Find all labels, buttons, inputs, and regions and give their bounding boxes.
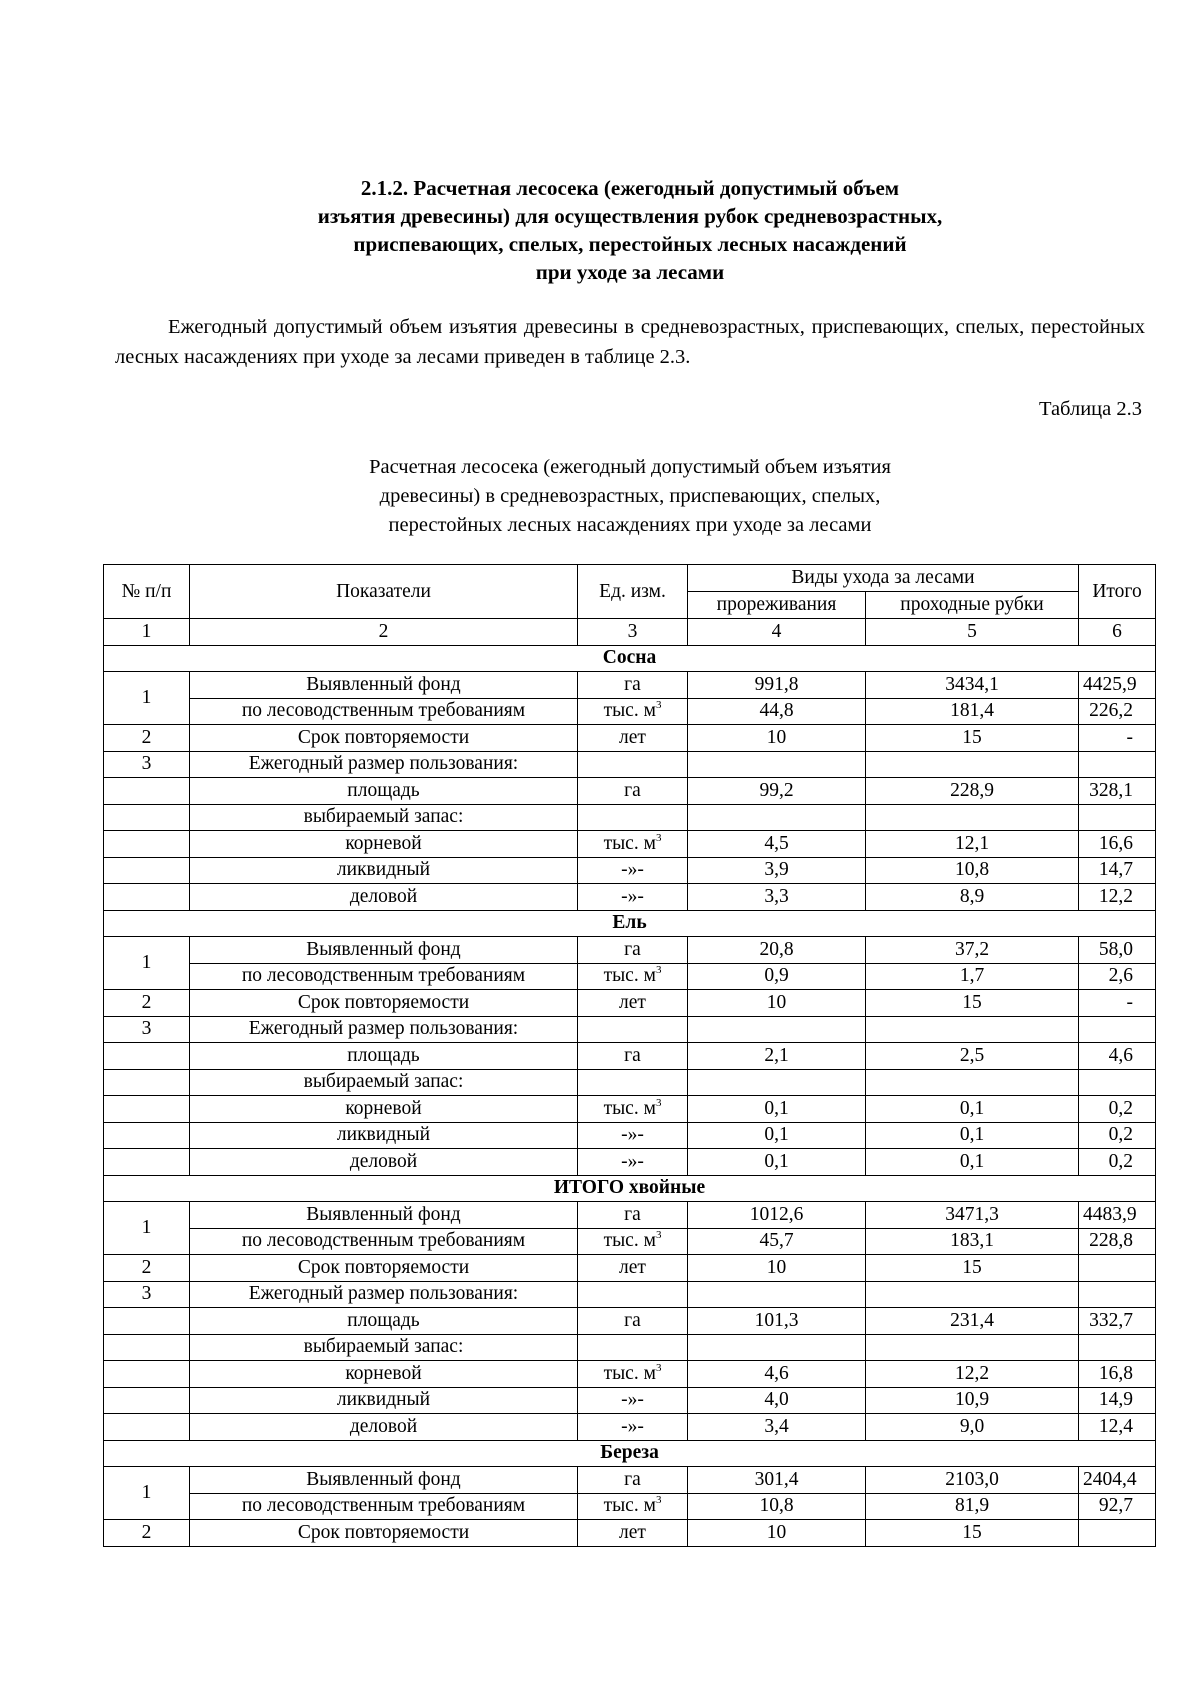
- total-value: -: [1079, 990, 1156, 1017]
- row-number: [104, 1361, 190, 1388]
- indicator-cell: Выявленный фонд: [190, 672, 578, 699]
- header-unit: Ед. изм.: [578, 565, 688, 619]
- thinning-value: 0,1: [688, 1096, 866, 1123]
- thinning-value: 45,7: [688, 1228, 866, 1255]
- passage-cutting-value: 12,2: [866, 1361, 1079, 1388]
- total-value: 4,6: [1079, 1043, 1156, 1070]
- row-number: 2: [104, 725, 190, 752]
- row-number: [104, 1308, 190, 1335]
- total-value: 12,4: [1079, 1414, 1156, 1441]
- indicator-cell: ликвидный: [190, 1122, 578, 1149]
- thinning-value: 0,1: [688, 1122, 866, 1149]
- total-value: [1079, 1016, 1156, 1043]
- indicator-cell: площадь: [190, 1308, 578, 1335]
- row-number: [104, 884, 190, 911]
- thinning-value: [688, 751, 866, 778]
- section-header-row: [104, 1440, 1156, 1467]
- row-number: 3: [104, 1281, 190, 1308]
- table-row: [104, 1069, 1156, 1096]
- table-caption: [0, 453, 1200, 540]
- total-value: 328,1: [1079, 778, 1156, 805]
- unit-cell: [578, 725, 688, 752]
- unit-superscript: 3: [655, 1096, 662, 1109]
- row-number: [104, 1149, 190, 1176]
- unit-text: -»-: [621, 1389, 644, 1411]
- table-row: [104, 751, 1156, 778]
- thinning-value: 99,2: [688, 778, 866, 805]
- passage-cutting-value: 2,5: [866, 1043, 1079, 1070]
- unit-cell: [578, 1228, 688, 1255]
- indicator-cell: ликвидный: [190, 1387, 578, 1414]
- thinning-value: [688, 1334, 866, 1361]
- header-row: [104, 565, 1156, 592]
- unit-cell: [578, 1520, 688, 1547]
- unit-superscript: 3: [655, 699, 662, 712]
- passage-cutting-value: 9,0: [866, 1414, 1079, 1441]
- total-value: [1079, 1334, 1156, 1361]
- row-number: 3: [104, 751, 190, 778]
- thinning-value: 0,1: [688, 1149, 866, 1176]
- passage-cutting-value: 3434,1: [866, 672, 1079, 699]
- unit-text: тыс. м: [603, 1097, 656, 1119]
- row-number: 2: [104, 1520, 190, 1547]
- indicator-cell: Ежегодный размер пользования:: [190, 1016, 578, 1043]
- thinning-value: 0,9: [688, 963, 866, 990]
- thinning-value: 10: [688, 990, 866, 1017]
- table-row: [104, 831, 1156, 858]
- table-row: [104, 1255, 1156, 1282]
- thinning-value: 10: [688, 1255, 866, 1282]
- unit-text: -»-: [621, 1150, 644, 1172]
- passage-cutting-value: 15: [866, 990, 1079, 1017]
- thinning-value: [688, 1016, 866, 1043]
- row-number: [104, 1122, 190, 1149]
- unit-cell: [578, 1308, 688, 1335]
- indicator-cell: площадь: [190, 1043, 578, 1070]
- column-number: 3: [578, 619, 688, 646]
- unit-cell: [578, 1069, 688, 1096]
- total-value: 0,2: [1079, 1149, 1156, 1176]
- header-thinning: прореживания: [688, 592, 866, 619]
- row-number: 1: [104, 937, 190, 990]
- passage-cutting-value: 10,9: [866, 1387, 1079, 1414]
- header-care-types: Виды ухода за лесами: [688, 565, 1079, 592]
- heading-line: при уходе за лесами: [535, 260, 725, 284]
- unit-cell: [578, 672, 688, 699]
- table-row: [104, 1122, 1156, 1149]
- table-row: [104, 963, 1156, 990]
- thinning-value: 10,8: [688, 1493, 866, 1520]
- indicator-cell: корневой: [190, 1361, 578, 1388]
- table-row: [104, 1467, 1156, 1494]
- table-row: [104, 990, 1156, 1017]
- indicator-cell: по лесоводственным требованиям: [190, 698, 578, 725]
- indicator-cell: Выявленный фонд: [190, 1202, 578, 1229]
- column-number: 2: [190, 619, 578, 646]
- column-number: 6: [1079, 619, 1156, 646]
- section-header-row: [104, 1175, 1156, 1202]
- table-row: [104, 1308, 1156, 1335]
- indicator-cell: деловой: [190, 884, 578, 911]
- table-row: [104, 1334, 1156, 1361]
- header-passage-cutting: проходные рубки: [866, 592, 1079, 619]
- header-indicator: Показатели: [190, 565, 578, 619]
- unit-cell: [578, 1414, 688, 1441]
- unit-text: тыс. м: [603, 965, 656, 987]
- thinning-value: 44,8: [688, 698, 866, 725]
- unit-text: -»-: [621, 1124, 644, 1146]
- total-value: [1079, 1281, 1156, 1308]
- unit-cell: [578, 698, 688, 725]
- passage-cutting-value: 228,9: [866, 778, 1079, 805]
- indicator-cell: Выявленный фонд: [190, 1467, 578, 1494]
- unit-text: га: [624, 1468, 641, 1490]
- passage-cutting-value: 81,9: [866, 1493, 1079, 1520]
- unit-text: лет: [619, 991, 646, 1013]
- indicator-cell: выбираемый запас:: [190, 1069, 578, 1096]
- unit-cell: [578, 804, 688, 831]
- passage-cutting-value: [866, 1069, 1079, 1096]
- row-number: [104, 1069, 190, 1096]
- caption-line: древесины) в средневозрастных, приспевающих, спелых,: [379, 485, 881, 507]
- thinning-value: [688, 1281, 866, 1308]
- row-number: [104, 1414, 190, 1441]
- section-heading: [0, 174, 1200, 286]
- section-title: Ель: [104, 910, 1156, 937]
- indicator-cell: Ежегодный размер пользования:: [190, 1281, 578, 1308]
- passage-cutting-value: [866, 1334, 1079, 1361]
- table-row: [104, 778, 1156, 805]
- passage-cutting-value: 37,2: [866, 937, 1079, 964]
- unit-cell: [578, 884, 688, 911]
- section-title: Береза: [104, 1440, 1156, 1467]
- table-row: [104, 1361, 1156, 1388]
- column-number-row: [104, 619, 1156, 646]
- passage-cutting-value: 181,4: [866, 698, 1079, 725]
- indicator-cell: Срок повторяемости: [190, 725, 578, 752]
- total-value: 226,2: [1079, 698, 1156, 725]
- thinning-value: 20,8: [688, 937, 866, 964]
- unit-cell: [578, 990, 688, 1017]
- unit-text: лет: [619, 1521, 646, 1543]
- table-row: [104, 884, 1156, 911]
- thinning-value: 4,5: [688, 831, 866, 858]
- indicator-cell: деловой: [190, 1149, 578, 1176]
- row-number: [104, 857, 190, 884]
- indicator-cell: по лесоводственным требованиям: [190, 1228, 578, 1255]
- table-row: [104, 857, 1156, 884]
- row-number: 3: [104, 1016, 190, 1043]
- table-label: Таблица 2.3: [1038, 398, 1142, 420]
- row-number: [104, 1096, 190, 1123]
- unit-cell: [578, 1122, 688, 1149]
- passage-cutting-value: 2103,0: [866, 1467, 1079, 1494]
- total-value: 14,7: [1079, 857, 1156, 884]
- unit-cell: [578, 1493, 688, 1520]
- thinning-value: 4,6: [688, 1361, 866, 1388]
- unit-cell: [578, 831, 688, 858]
- indicator-cell: корневой: [190, 1096, 578, 1123]
- unit-cell: [578, 1043, 688, 1070]
- unit-cell: [578, 1149, 688, 1176]
- thinning-value: [688, 1069, 866, 1096]
- table-body: [104, 645, 1156, 1546]
- total-value: 0,2: [1079, 1096, 1156, 1123]
- column-number: 5: [866, 619, 1079, 646]
- unit-text: тыс. м: [603, 1230, 656, 1252]
- table-row: [104, 1493, 1156, 1520]
- unit-text: га: [624, 1044, 641, 1066]
- unit-text: -»-: [621, 885, 644, 907]
- column-number: 1: [104, 619, 190, 646]
- row-number: [104, 1043, 190, 1070]
- table-row: [104, 1387, 1156, 1414]
- passage-cutting-value: [866, 1281, 1079, 1308]
- heading-line: 2.1.2. Расчетная лесосека (ежегодный допустимый объем: [360, 176, 900, 200]
- indicator-cell: деловой: [190, 1414, 578, 1441]
- unit-superscript: 3: [655, 1229, 662, 1242]
- unit-text: тыс. м: [603, 1495, 656, 1517]
- indicator-cell: по лесоводственным требованиям: [190, 1493, 578, 1520]
- unit-superscript: 3: [655, 831, 662, 844]
- unit-text: лет: [619, 1256, 646, 1278]
- indicator-cell: Срок повторяемости: [190, 990, 578, 1017]
- indicator-cell: по лесоводственным требованиям: [190, 963, 578, 990]
- total-value: 0,2: [1079, 1122, 1156, 1149]
- unit-text: га: [624, 1309, 641, 1331]
- row-number: [104, 1334, 190, 1361]
- unit-superscript: 3: [655, 964, 662, 977]
- total-value: -: [1079, 725, 1156, 752]
- table-row: [104, 1149, 1156, 1176]
- unit-cell: [578, 963, 688, 990]
- total-value: 228,8: [1079, 1228, 1156, 1255]
- thinning-value: 991,8: [688, 672, 866, 699]
- total-value: 12,2: [1079, 884, 1156, 911]
- unit-cell: [578, 937, 688, 964]
- total-value: 4425,9: [1079, 672, 1156, 699]
- passage-cutting-value: [866, 804, 1079, 831]
- total-value: [1079, 1255, 1156, 1282]
- forest-harvest-table: [103, 564, 1156, 1547]
- passage-cutting-value: 3471,3: [866, 1202, 1079, 1229]
- unit-cell: [578, 1334, 688, 1361]
- indicator-cell: Срок повторяемости: [190, 1255, 578, 1282]
- total-value: 92,7: [1079, 1493, 1156, 1520]
- thinning-value: 2,1: [688, 1043, 866, 1070]
- total-value: 16,6: [1079, 831, 1156, 858]
- thinning-value: 301,4: [688, 1467, 866, 1494]
- section-title: ИТОГО хвойные: [104, 1175, 1156, 1202]
- passage-cutting-value: 1,7: [866, 963, 1079, 990]
- row-number: [104, 778, 190, 805]
- row-number: 1: [104, 1467, 190, 1520]
- unit-text: тыс. м: [603, 700, 656, 722]
- heading-line: изъятия древесины) для осуществления рубок средневозрастных,: [317, 204, 943, 228]
- table-row: [104, 725, 1156, 752]
- indicator-cell: выбираемый запас:: [190, 804, 578, 831]
- unit-cell: [578, 1096, 688, 1123]
- section-header-row: [104, 645, 1156, 672]
- caption-line: перестойных лесных насаждениях при уходе за лесами: [388, 514, 872, 536]
- row-number: [104, 1387, 190, 1414]
- intro-paragraph: Ежегодный допустимый объем изъятия древесины в средневозрастных, приспевающих, спелых, перестойных лесных насаждениях при уходе за лесами приведен в таблице 2.3.: [115, 316, 1145, 368]
- thinning-value: 3,3: [688, 884, 866, 911]
- heading-line: приспевающих, спелых, перестойных лесных насаждений: [353, 232, 907, 256]
- total-value: [1079, 1520, 1156, 1547]
- passage-cutting-value: 183,1: [866, 1228, 1079, 1255]
- unit-text: га: [624, 779, 641, 801]
- caption-line: Расчетная лесосека (ежегодный допустимый объем изъятия: [369, 456, 891, 478]
- total-value: 4483,9: [1079, 1202, 1156, 1229]
- unit-cell: [578, 1467, 688, 1494]
- unit-text: -»-: [621, 1415, 644, 1437]
- passage-cutting-value: 231,4: [866, 1308, 1079, 1335]
- unit-text: тыс. м: [603, 1362, 656, 1384]
- indicator-cell: корневой: [190, 831, 578, 858]
- passage-cutting-value: 0,1: [866, 1149, 1079, 1176]
- passage-cutting-value: 10,8: [866, 857, 1079, 884]
- unit-superscript: 3: [655, 1494, 662, 1507]
- row-number: 2: [104, 1255, 190, 1282]
- passage-cutting-value: 15: [866, 725, 1079, 752]
- section-header-row: [104, 910, 1156, 937]
- table-row: [104, 1414, 1156, 1441]
- passage-cutting-value: 12,1: [866, 831, 1079, 858]
- row-number: 1: [104, 672, 190, 725]
- unit-cell: [578, 1387, 688, 1414]
- unit-cell: [578, 1361, 688, 1388]
- unit-text: га: [624, 1203, 641, 1225]
- unit-text: га: [624, 938, 641, 960]
- unit-text: тыс. м: [603, 832, 656, 854]
- passage-cutting-value: 0,1: [866, 1122, 1079, 1149]
- thinning-value: 10: [688, 725, 866, 752]
- passage-cutting-value: 0,1: [866, 1096, 1079, 1123]
- column-number: 4: [688, 619, 866, 646]
- table-row: [104, 1281, 1156, 1308]
- indicator-cell: Срок повторяемости: [190, 1520, 578, 1547]
- passage-cutting-value: 15: [866, 1520, 1079, 1547]
- total-value: 332,7: [1079, 1308, 1156, 1335]
- table-row: [104, 672, 1156, 699]
- table-row: [104, 1096, 1156, 1123]
- total-value: 16,8: [1079, 1361, 1156, 1388]
- thinning-value: [688, 804, 866, 831]
- total-value: 2404,4: [1079, 1467, 1156, 1494]
- thinning-value: 4,0: [688, 1387, 866, 1414]
- indicator-cell: ликвидный: [190, 857, 578, 884]
- thinning-value: 101,3: [688, 1308, 866, 1335]
- total-value: [1079, 1069, 1156, 1096]
- total-value: 2,6: [1079, 963, 1156, 990]
- table-row: [104, 1043, 1156, 1070]
- unit-cell: [578, 857, 688, 884]
- section-title: Сосна: [104, 645, 1156, 672]
- passage-cutting-value: 15: [866, 1255, 1079, 1282]
- unit-text: -»-: [621, 859, 644, 881]
- total-value: [1079, 751, 1156, 778]
- header-num: № п/п: [104, 565, 190, 619]
- passage-cutting-value: [866, 751, 1079, 778]
- unit-cell: [578, 778, 688, 805]
- table-row: [104, 1228, 1156, 1255]
- thinning-value: 1012,6: [688, 1202, 866, 1229]
- unit-text: га: [624, 673, 641, 695]
- table-row: [104, 1202, 1156, 1229]
- unit-cell: [578, 751, 688, 778]
- thinning-value: 3,4: [688, 1414, 866, 1441]
- table-row: [104, 1520, 1156, 1547]
- total-value: 14,9: [1079, 1387, 1156, 1414]
- unit-cell: [578, 1281, 688, 1308]
- indicator-cell: площадь: [190, 778, 578, 805]
- header-total: Итого: [1079, 565, 1156, 619]
- table-row: [104, 1016, 1156, 1043]
- unit-cell: [578, 1255, 688, 1282]
- row-number: 1: [104, 1202, 190, 1255]
- indicator-cell: выбираемый запас:: [190, 1334, 578, 1361]
- total-value: [1079, 804, 1156, 831]
- table-row: [104, 937, 1156, 964]
- table-row: [104, 698, 1156, 725]
- unit-text: лет: [619, 726, 646, 748]
- total-value: 58,0: [1079, 937, 1156, 964]
- row-number: [104, 804, 190, 831]
- unit-cell: [578, 1016, 688, 1043]
- passage-cutting-value: [866, 1016, 1079, 1043]
- row-number: 2: [104, 990, 190, 1017]
- indicator-cell: Ежегодный размер пользования:: [190, 751, 578, 778]
- thinning-value: 10: [688, 1520, 866, 1547]
- unit-cell: [578, 1202, 688, 1229]
- passage-cutting-value: 8,9: [866, 884, 1079, 911]
- unit-superscript: 3: [655, 1361, 662, 1374]
- table-row: [104, 804, 1156, 831]
- indicator-cell: Выявленный фонд: [190, 937, 578, 964]
- row-number: [104, 831, 190, 858]
- thinning-value: 3,9: [688, 857, 866, 884]
